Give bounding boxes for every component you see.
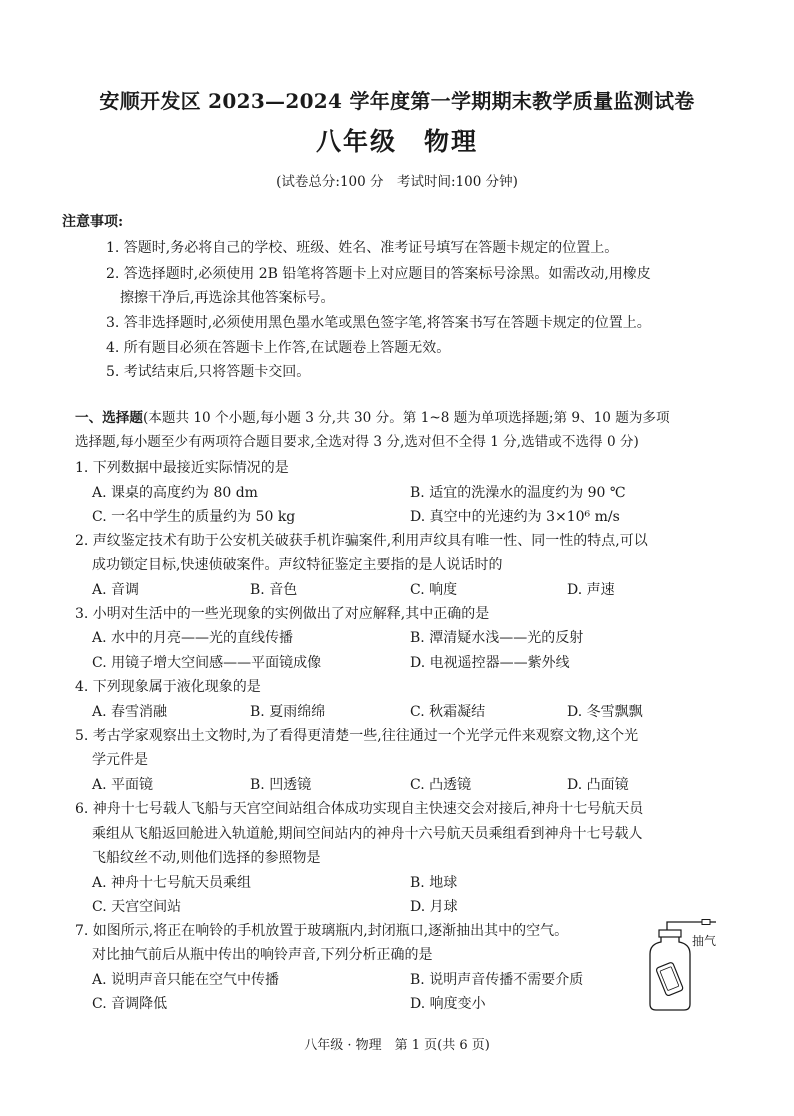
question-stem: 6. 神舟十七号载人飞船与天宫空间站组合体成功实现自主快速交会对接后,神舟十七号航天员 — [75, 801, 644, 817]
option-c: C. 响度 — [410, 582, 458, 598]
option-c: C. 用镜子增大空间感——平面镜成像 — [92, 655, 322, 671]
question-stem-cont: 飞船纹丝不动,则他们选择的参照物是 — [92, 850, 321, 866]
pump-label: 抽气 — [692, 934, 717, 948]
page-footer: 八年级 · 物理 第 1 页(共 6 页) — [304, 1038, 490, 1053]
option-b: B. 说明声音传播不需要介质 — [410, 972, 584, 988]
notice-item: 5. 考试结束后,只将答题卡交回。 — [106, 364, 311, 380]
option-d: D. 凸面镜 — [567, 777, 629, 793]
section-intro-cont: 选择题,每小题至少有两项符合题目要求,全选对得 3 分,选对但不全得 1 分,选错或不选得 0 分) — [75, 434, 639, 450]
option-d: D. 响度变小 — [410, 996, 486, 1012]
notice-item: 擦擦干净后,再选涂其他答案标号。 — [120, 290, 335, 306]
subject-title: 八年级 物理 — [315, 127, 478, 156]
option-b: B. 夏雨绵绵 — [250, 704, 326, 720]
section-intro-text: (本题共 10 个小题,每小题 3 分,共 30 分。第 1~8 题为单项选择题;第 9、10 题为多项 — [142, 410, 670, 426]
notice-item: 3. 答非选择题时,必须使用黑色墨水笔或黑色签字笔,将答案书写在答题卡规定的位置上。 — [106, 315, 651, 331]
option-c: C. 天宫空间站 — [92, 899, 182, 915]
question-stem: 7. 如图所示,将正在响铃的手机放置于玻璃瓶内,封闭瓶口,逐渐抽出其中的空气。 — [75, 923, 569, 939]
option-b: B. 适宜的洗澡水的温度约为 90 ℃ — [410, 485, 626, 501]
option-a: A. 课桌的高度约为 80 dm — [92, 485, 258, 501]
option-a: A. 说明声音只能在空气中传播 — [92, 972, 280, 988]
notice-item: 1. 答题时,务必将自己的学校、班级、姓名、准考证号填写在答题卡规定的位置上。 — [106, 240, 619, 256]
question-stem: 2. 声纹鉴定技术有助于公安机关破获手机诈骗案件,利用声纹具有唯一性、同一性的特点,可以 — [75, 533, 648, 549]
option-b: B. 地球 — [410, 875, 458, 891]
section-intro — [75, 408, 670, 428]
question-stem: 3. 小明对生活中的一些光现象的实例做出了对应解释,其中正确的是 — [75, 606, 490, 622]
option-d: D. 冬雪飘飘 — [567, 704, 643, 720]
question-stem: 4. 下列现象属于液化现象的是 — [75, 679, 261, 695]
option-c: C. 凸透镜 — [410, 777, 472, 793]
notice-item: 2. 答选择题时,必须使用 2B 铅笔将答题卡上对应题目的答案标号涂黑。如需改动,用橡皮 — [106, 266, 651, 282]
option-d: D. 声速 — [567, 582, 615, 598]
notice-item: 4. 所有题目必须在答题卡上作答,在试题卷上答题无效。 — [106, 340, 451, 356]
exam-meta: (试卷总分:100 分 考试时间:100 分钟) — [276, 174, 518, 190]
option-d: D. 真空中的光速约为 3×10⁶ m/s — [410, 509, 620, 525]
question-stem: 1. 下列数据中最接近实际情况的是 — [75, 460, 289, 476]
option-c: C. 音调降低 — [92, 996, 168, 1012]
question-stem-cont: 乘组从飞船返回舱进入轨道舱,期间空间站内的神舟十六号航天员乘组看到神舟十七号载人 — [92, 826, 643, 842]
bell-jar-figure — [634, 918, 718, 1014]
option-d: D. 电视遥控器——紫外线 — [410, 655, 570, 671]
option-a: A. 春雪消融 — [92, 704, 168, 720]
question-stem-cont: 成功锁定目标,快速侦破案件。声纹特征鉴定主要指的是人说话时的 — [92, 557, 503, 573]
question-stem-cont: 对比抽气前后从瓶中传出的响铃声音,下列分析正确的是 — [92, 947, 433, 963]
option-b: B. 凹透镜 — [250, 777, 312, 793]
option-c: C. 一名中学生的质量约为 50 kg — [92, 509, 296, 525]
notice-heading: 注意事项: — [62, 214, 124, 230]
option-a: A. 平面镜 — [92, 777, 154, 793]
option-a: A. 音调 — [92, 582, 140, 598]
option-c: C. 秋霜凝结 — [410, 704, 486, 720]
question-stem-cont: 学元件是 — [92, 752, 148, 768]
question-stem: 5. 考古学家观察出土文物时,为了看得更清楚一些,往往通过一个光学元件来观察文物,这个光 — [75, 728, 639, 744]
option-a: A. 神舟十七号航天员乘组 — [92, 875, 252, 891]
option-a: A. 水中的月亮——光的直线传播 — [92, 630, 294, 646]
section-heading: 一、选择题 — [75, 410, 143, 426]
option-b: B. 音色 — [250, 582, 298, 598]
option-d: D. 月球 — [410, 899, 458, 915]
option-b: B. 潭清疑水浅——光的反射 — [410, 630, 584, 646]
exam-title: 安顺开发区 2023—2024 学年度第一学期期末教学质量监测试卷 — [99, 89, 695, 113]
